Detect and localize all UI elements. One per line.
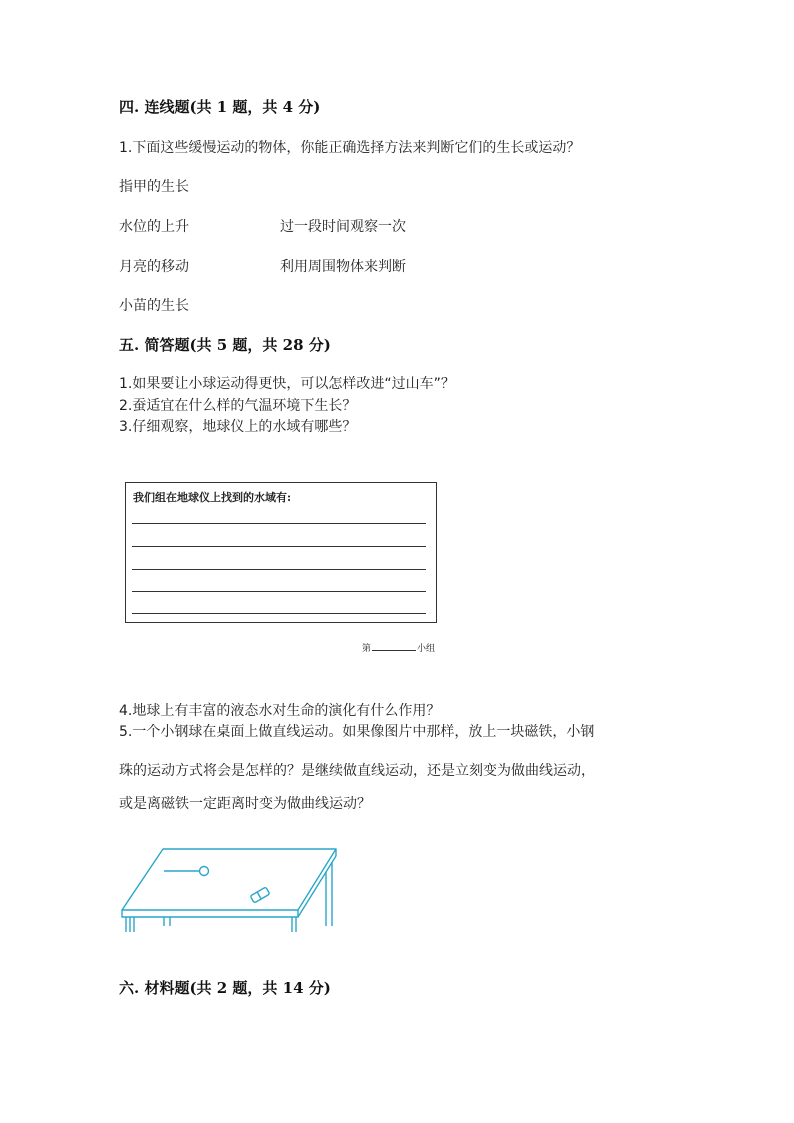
right-item-2: 利用周围物体来判断	[280, 259, 406, 275]
table-front-edge	[122, 910, 298, 917]
table-magnet-illustration	[118, 840, 342, 936]
magnet	[250, 887, 270, 903]
answer-line	[132, 569, 426, 570]
answer-line	[132, 591, 426, 592]
matching-question: 1.下面这些缓慢运动的物体，你能正确选择方法来判断它们的生长或运动？	[119, 140, 581, 156]
group-suffix: 小组	[417, 644, 436, 654]
left-item-4: 小苗的生长	[119, 298, 189, 314]
group-signature	[362, 641, 435, 654]
group-prefix: 第	[362, 644, 372, 654]
section-4-heading: 四. 连线题(共 1 题，共 4 分)	[119, 98, 321, 116]
question-5-line-3: 或是离磁铁一定距离时变为做曲线运动？	[119, 796, 371, 812]
left-item-1: 指甲的生长	[119, 179, 189, 195]
left-item-3: 月亮的移动	[119, 259, 189, 275]
group-number-blank	[372, 650, 416, 651]
table-top	[122, 849, 336, 910]
question-4: 4.地球上有丰富的液态水对生命的演化有什么作用？	[119, 703, 441, 719]
section-6-heading: 六. 材料题(共 2 题，共 14 分)	[119, 979, 331, 997]
answer-line	[132, 523, 426, 524]
question-2: 2.蚕适宜在什么样的气温环境下生长？	[119, 398, 357, 414]
section-5-heading: 五. 简答题(共 5 题，共 28 分)	[119, 336, 331, 354]
answer-line	[132, 546, 426, 547]
worksheet-box	[125, 482, 437, 623]
right-item-1: 过一段时间观察一次	[280, 219, 406, 235]
question-3: 3.仔细观察，地球仪上的水域有哪些？	[119, 419, 357, 435]
worksheet-title: 我们组在地球仪上找到的水域有:	[133, 491, 292, 504]
steel-ball	[200, 867, 209, 876]
question-5-line-1: 5.一个小钢球在桌面上做直线运动。如果像图片中那样，放上一块磁铁，小钢	[119, 724, 595, 740]
answer-line	[132, 613, 426, 614]
left-item-2: 水位的上升	[119, 219, 189, 235]
question-5-line-2: 珠的运动方式将会是怎样的？是继续做直线运动，还是立刻变为做曲线运动，	[119, 763, 595, 779]
question-1: 1.如果要让小球运动得更快，可以怎样改进“过山车”？	[119, 376, 455, 392]
